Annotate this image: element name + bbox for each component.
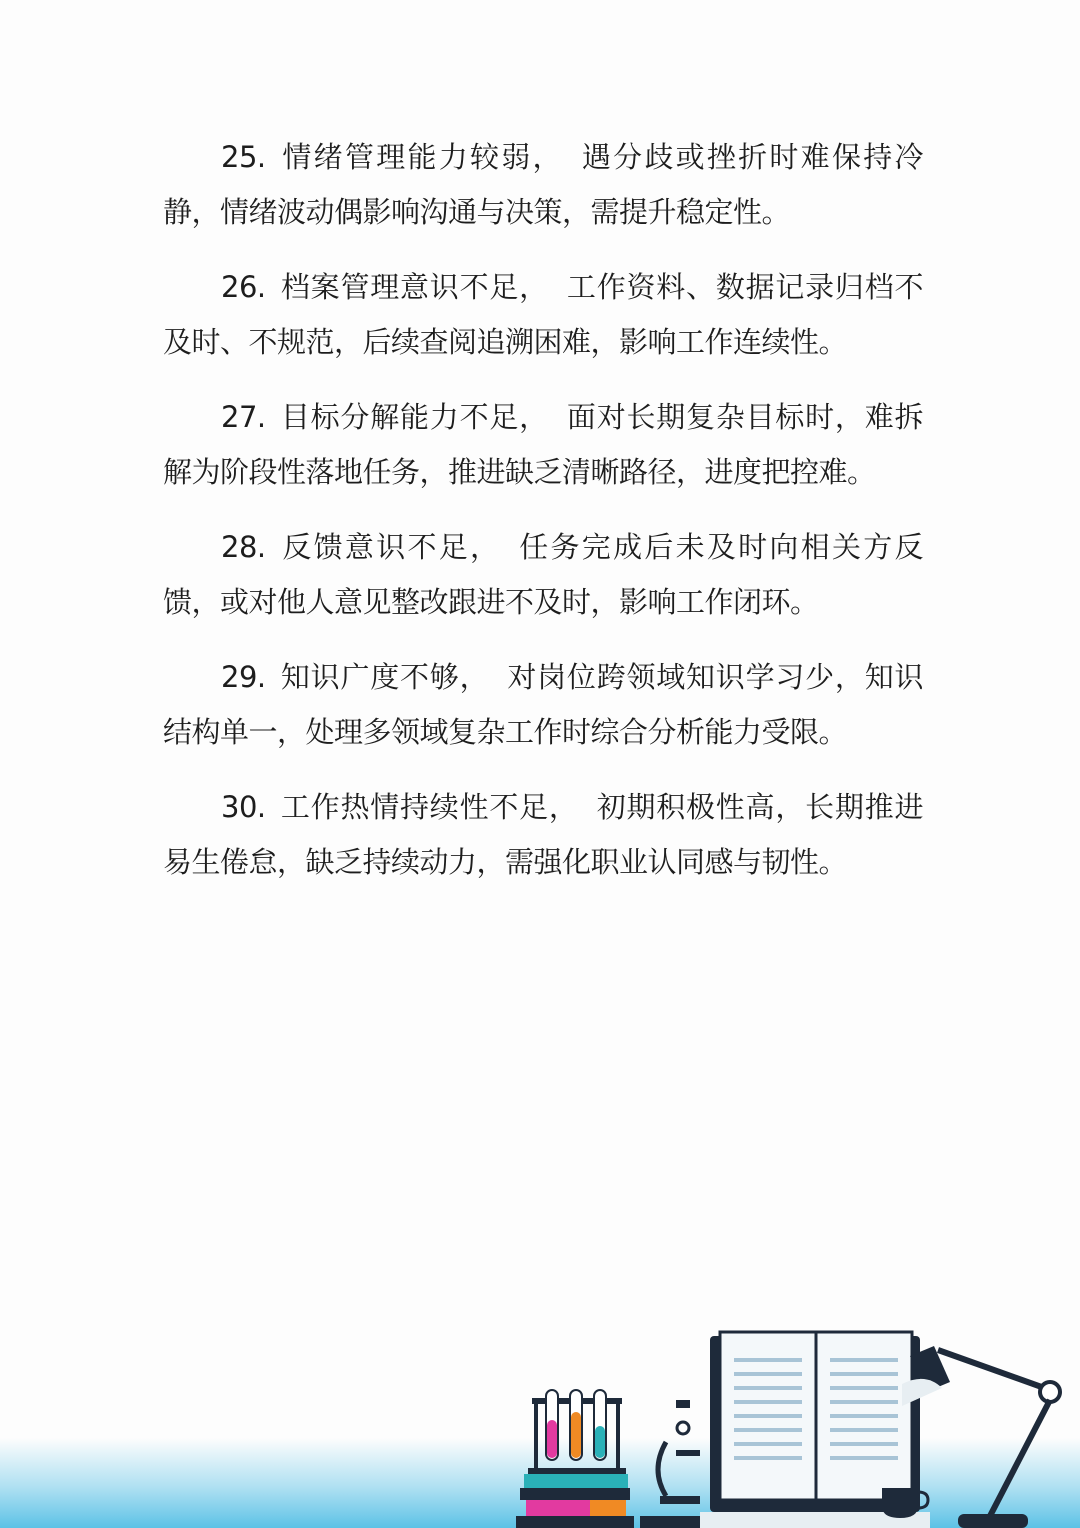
item-body: 初期积极性高，长期推进易生倦怠，缺乏持续动力，需强化职业认同感与韧性。 xyxy=(163,790,923,879)
list-item xyxy=(163,650,923,760)
item-title: 工作热情持续性不足， xyxy=(279,790,579,824)
item-number: 28. xyxy=(221,530,266,564)
item-number: 26. xyxy=(221,270,266,304)
item-title: 目标分解能力不足， xyxy=(279,400,549,434)
item-paragraph xyxy=(163,650,923,760)
item-body: 对岗位跨领域知识学习少，知识结构单一，处理多领域复杂工作时综合分析能力受限。 xyxy=(163,660,923,749)
item-title: 知识广度不够， xyxy=(279,660,490,694)
list-item xyxy=(163,780,923,890)
item-paragraph xyxy=(163,390,923,500)
item-body: 遇分歧或挫折时难保持冷静，情绪波动偶影响沟通与决策，需提升稳定性。 xyxy=(163,140,923,229)
item-number: 25. xyxy=(221,140,266,174)
microscope-icon xyxy=(640,1400,710,1528)
item-paragraph xyxy=(163,520,923,630)
item-paragraph xyxy=(163,260,923,370)
study-desk-illustration xyxy=(490,1320,1080,1528)
list-item xyxy=(163,260,923,370)
item-paragraph xyxy=(163,780,923,890)
list-item xyxy=(163,130,923,240)
item-paragraph xyxy=(163,130,923,240)
text-content xyxy=(163,130,923,910)
item-number: 27. xyxy=(221,400,266,434)
book-stack-icon xyxy=(516,1474,634,1528)
item-title: 反馈意识不足， xyxy=(279,530,502,564)
test-tube-rack-icon xyxy=(528,1390,626,1474)
item-body: 任务完成后未及时向相关方反馈，或对他人意见整改跟进不及时，影响工作闭环。 xyxy=(163,530,923,619)
item-body: 工作资料、数据记录归档不及时、不规范，后续查阅追溯困难，影响工作连续性。 xyxy=(163,270,923,359)
item-title: 情绪管理能力较弱， xyxy=(279,140,564,174)
item-title: 档案管理意识不足， xyxy=(279,270,549,304)
item-number: 30. xyxy=(221,790,266,824)
desk-lamp-icon xyxy=(902,1346,1060,1528)
list-item xyxy=(163,390,923,500)
list-item xyxy=(163,520,923,630)
item-body: 面对长期复杂目标时，难拆解为阶段性落地任务，推进缺乏清晰路径，进度把控难。 xyxy=(163,400,923,489)
item-number: 29. xyxy=(221,660,266,694)
